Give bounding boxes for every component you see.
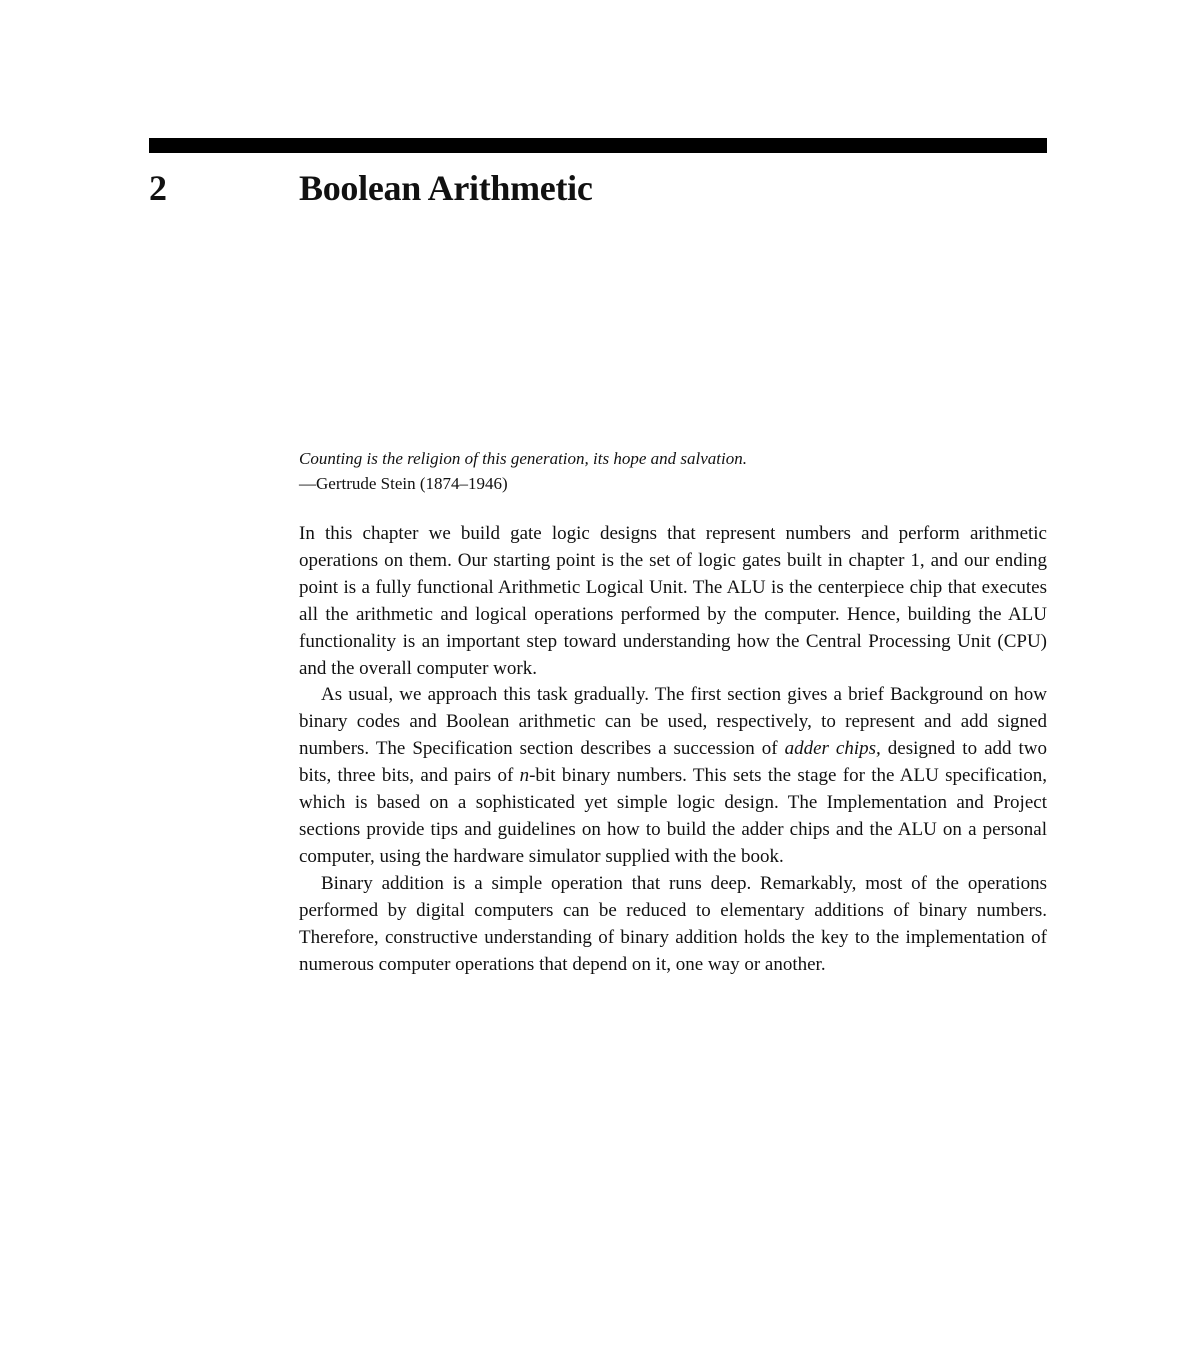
paragraph-2-text-c: -bit binary numbers. This sets the stage for the ALU specification, which is based on a sophisticated yet simple logic design. The Implementation and Project sections provide tips and guidelines on how to build the adder chips and the ALU on a personal computer, using the hardware simulator supplied with the book.	[299, 765, 1047, 867]
epigraph-quote: Counting is the religion of this generation, its hope and salvation.	[299, 449, 747, 468]
chapter-title: Boolean Arithmetic	[299, 168, 593, 208]
chapter-number: 2	[149, 168, 167, 208]
paragraph-2-emphasis-n: n	[519, 765, 530, 787]
epigraph	[299, 446, 1047, 496]
chapter-rule	[149, 138, 1047, 153]
body-paragraph-2	[299, 682, 1047, 870]
paragraph-2-text-a: As usual, we approach this task gradually. The first section gives a brief Background on how binary codes and Boolean arithmetic can be used, respectively, to represent and add signed numbers. The Specification section describes a succession of	[299, 684, 1047, 760]
body-paragraph-3: Binary addition is a simple operation that runs deep. Remarkably, most of the operations performed by digital computers can be reduced to elementary additions of binary numbers. Therefore, constructive understanding of binary addition holds the key to the implementation of numerous computer operations that depend on it, one way or another.	[299, 872, 1047, 975]
epigraph-attribution: —Gertrude Stein (1874–1946)	[299, 474, 508, 493]
body-paragraph-1: In this chapter we build gate logic designs that represent numbers and perform arithmetic operations on them. Our starting point is the set of logic gates built in chapter 1, and our ending point is a fully functional Arithmetic Logical Unit. The ALU is the centerpiece chip that executes all the arithmetic and logical operations performed by the computer. Hence, building the ALU functionality is an important step toward understanding how the Central Processing Unit (CPU) and the overall computer work.	[299, 523, 1047, 679]
paragraph-2-emphasis-adder-chips: adder chips,	[784, 738, 881, 760]
chapter-body	[299, 521, 1047, 978]
paragraph-2-text-b: designed to add two bits, three bits, and pairs of	[299, 738, 1047, 787]
